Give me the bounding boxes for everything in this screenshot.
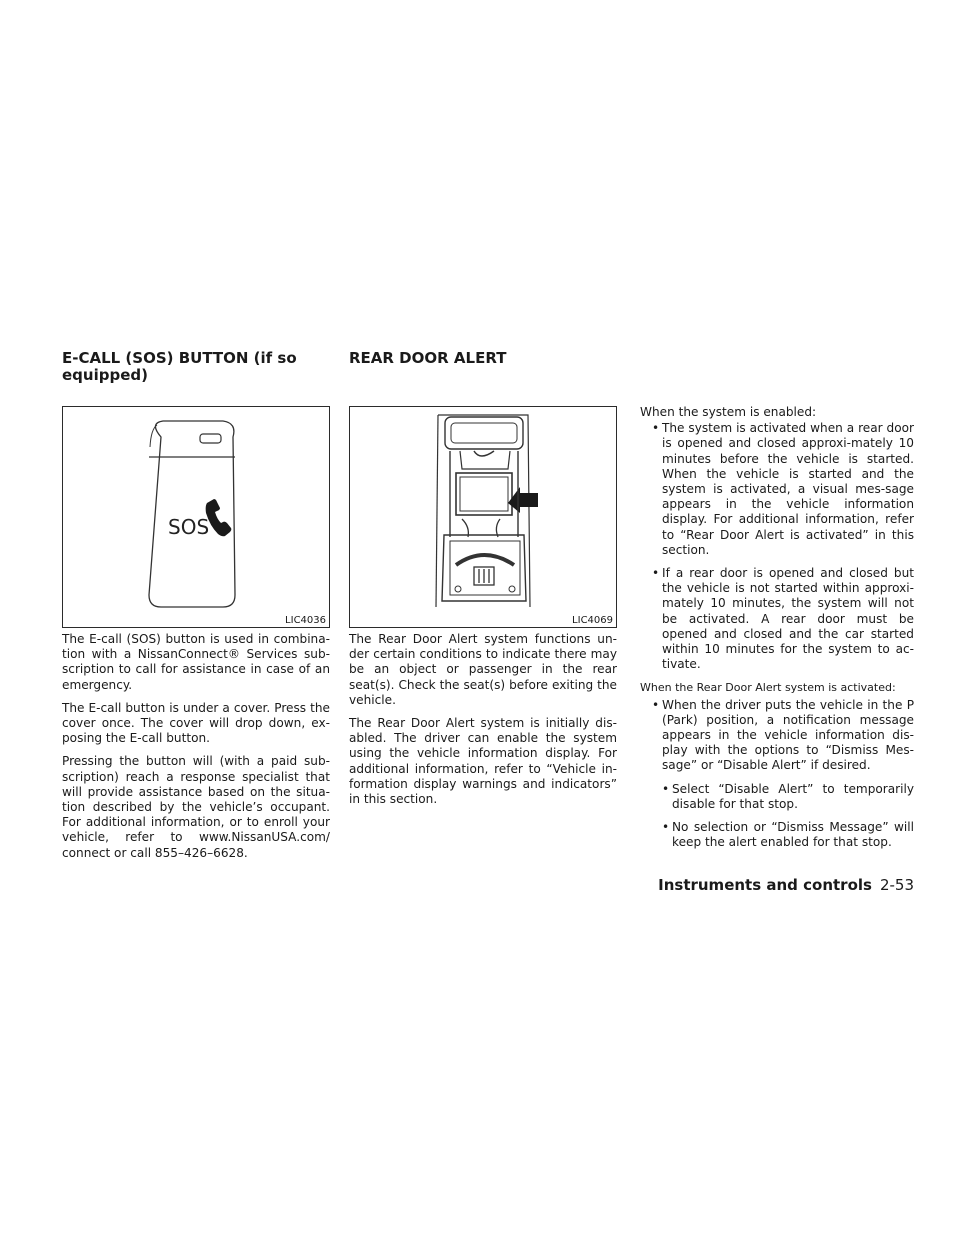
- ecall-paragraph-1: The E-call (SOS) button is used in combina-tion with a NissanConnect® Services sub-scription to call for assistance in case of an emergency.: [62, 632, 330, 692]
- rda-paragraph-2: The Rear Door Alert system is initially dis-abled. The driver can enable the system using the vehicle information display. For additional information, refer to “Vehicle in-formation display warnings and indicators” in this section.: [349, 716, 617, 807]
- bullet-text: Select “Disable Alert” to temporarily disable for that stop.: [672, 781, 914, 811]
- sub-bullet-item: [640, 782, 914, 812]
- rear-door-alert-body: [349, 632, 617, 815]
- rear-door-alert-details: [640, 405, 914, 858]
- chapter-title: Instruments and controls: [658, 876, 872, 894]
- sos-label: SOS: [168, 515, 210, 539]
- bullet-dot-icon: •: [662, 820, 670, 835]
- figure-code-rda: LIC4069: [572, 615, 613, 626]
- bullet-item: [640, 566, 914, 672]
- sos-button-illustration: [63, 407, 329, 627]
- bullet-text: When the driver puts the vehicle in the P (Park) position, a notification message appears in the vehicle information dis-play with the options to “Dismiss Mes-sage” or “Disable Alert” if desired.: [662, 697, 914, 773]
- console-illustration: [350, 407, 616, 627]
- bullet-item: [640, 698, 914, 774]
- page-number: 2-53: [879, 876, 914, 894]
- bullet-dot-icon: •: [652, 566, 660, 581]
- rear-door-alert-figure: [349, 406, 617, 628]
- sub-bullet-item: [640, 820, 914, 850]
- bullet-text: No selection or “Dismiss Message” will keep the alert enabled for that stop.: [672, 820, 914, 850]
- bullet-dot-icon: •: [652, 421, 660, 436]
- rda-paragraph-1: The Rear Door Alert system functions un-der certain conditions to indicate there may be an object or passenger in the rear seat(s). Check the seat(s) before exiting the vehicle.: [349, 632, 617, 707]
- bullet-item: [640, 421, 914, 558]
- bullet-text: The system is activated when a rear door is opened and closed approxi-mately 10 minutes before the vehicle is started. When the vehicle is started and the system is activated, a visual mes-sage appears in the vehicle information display. For additional information, refer to “Rear Door Alert is activated” in this section.: [662, 421, 914, 557]
- page-footer: [658, 876, 914, 894]
- phone-handset-icon: [206, 499, 232, 536]
- ecall-paragraph-2: The E-call button is under a cover. Press the cover once. The cover will drop down, ex-posing the E-call button.: [62, 700, 330, 746]
- sos-button-figure: [62, 406, 330, 628]
- bullet-dot-icon: •: [662, 781, 670, 796]
- bullet-dot-icon: •: [652, 697, 660, 712]
- activated-intro: When the Rear Door Alert system is activated:: [640, 681, 896, 695]
- ecall-heading: E-CALL (SOS) BUTTON (if so equipped): [62, 349, 297, 384]
- figure-code-sos: LIC4036: [285, 615, 326, 626]
- ecall-paragraph-3: Pressing the button will (with a paid sub-scription) reach a response specialist that will provide assistance based on the situa-tion described by the vehicle’s occupant. For additional information, or to enroll your vehicle, refer to www.NissanUSA.com/ connect or call 855–426–6628.: [62, 754, 330, 860]
- bullet-text: If a rear door is opened and closed but the vehicle is not started within approxi-mately 10 minutes, the system will not be activated. A rear door must be opened and closed and the car started within 10 minutes for the system to ac-tivate.: [662, 566, 914, 672]
- ecall-body: [62, 632, 330, 869]
- enabled-intro: When the system is enabled:: [640, 405, 817, 419]
- rear-door-alert-heading: REAR DOOR ALERT: [349, 349, 507, 367]
